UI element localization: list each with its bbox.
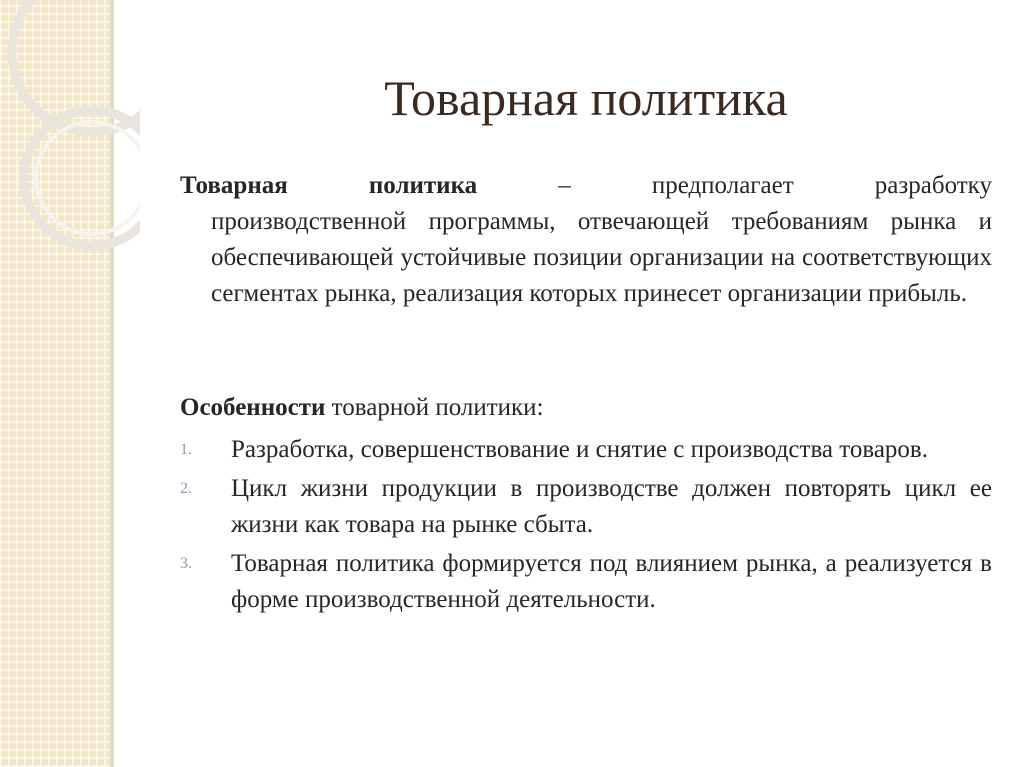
definition-dash: –: [558, 172, 571, 199]
definition-paragraph: [180, 168, 992, 312]
decorative-rings: [0, 0, 140, 260]
list-item-text: Цикл жизни продукции в производстве должен повторять цикл ее жизни как товара на рынке сбыта.: [231, 475, 992, 538]
list-item: [180, 546, 992, 618]
list-item-number: 3.: [180, 555, 192, 572]
features-list: [180, 432, 992, 621]
definition-first-line: [180, 168, 992, 204]
features-heading-rest: товарной политики:: [325, 394, 544, 421]
definition-word-razrabotku: разработку: [874, 172, 992, 199]
definition-word-predpolagaet: предполагает: [651, 172, 794, 199]
list-item: [180, 432, 992, 468]
definition-rest: производственной программы, отвечающей требованиям рынка и обеспечивающей устойчивые позиции организации на соответствующих сегментах рынка, реализация которых принесет организации прибыль.: [211, 208, 992, 307]
list-item-text: Товарная политика формируется под влиянием рынка, а реализуется в форме производственной деятельности.: [231, 550, 992, 613]
definition-term-word2: политика: [368, 172, 478, 199]
list-item-text: Разработка, совершенствование и снятие с производства товаров.: [231, 436, 928, 463]
slide-title: Товарная политика: [384, 70, 788, 126]
list-item-number: 2.: [180, 480, 192, 497]
features-heading: [180, 390, 992, 426]
list-item: [180, 471, 992, 543]
features-heading-bold: Особенности: [180, 394, 326, 421]
definition-term-word1: Товарная: [180, 172, 288, 199]
decorative-ring-inner: [36, 122, 140, 234]
list-item-number: 1.: [180, 441, 192, 458]
